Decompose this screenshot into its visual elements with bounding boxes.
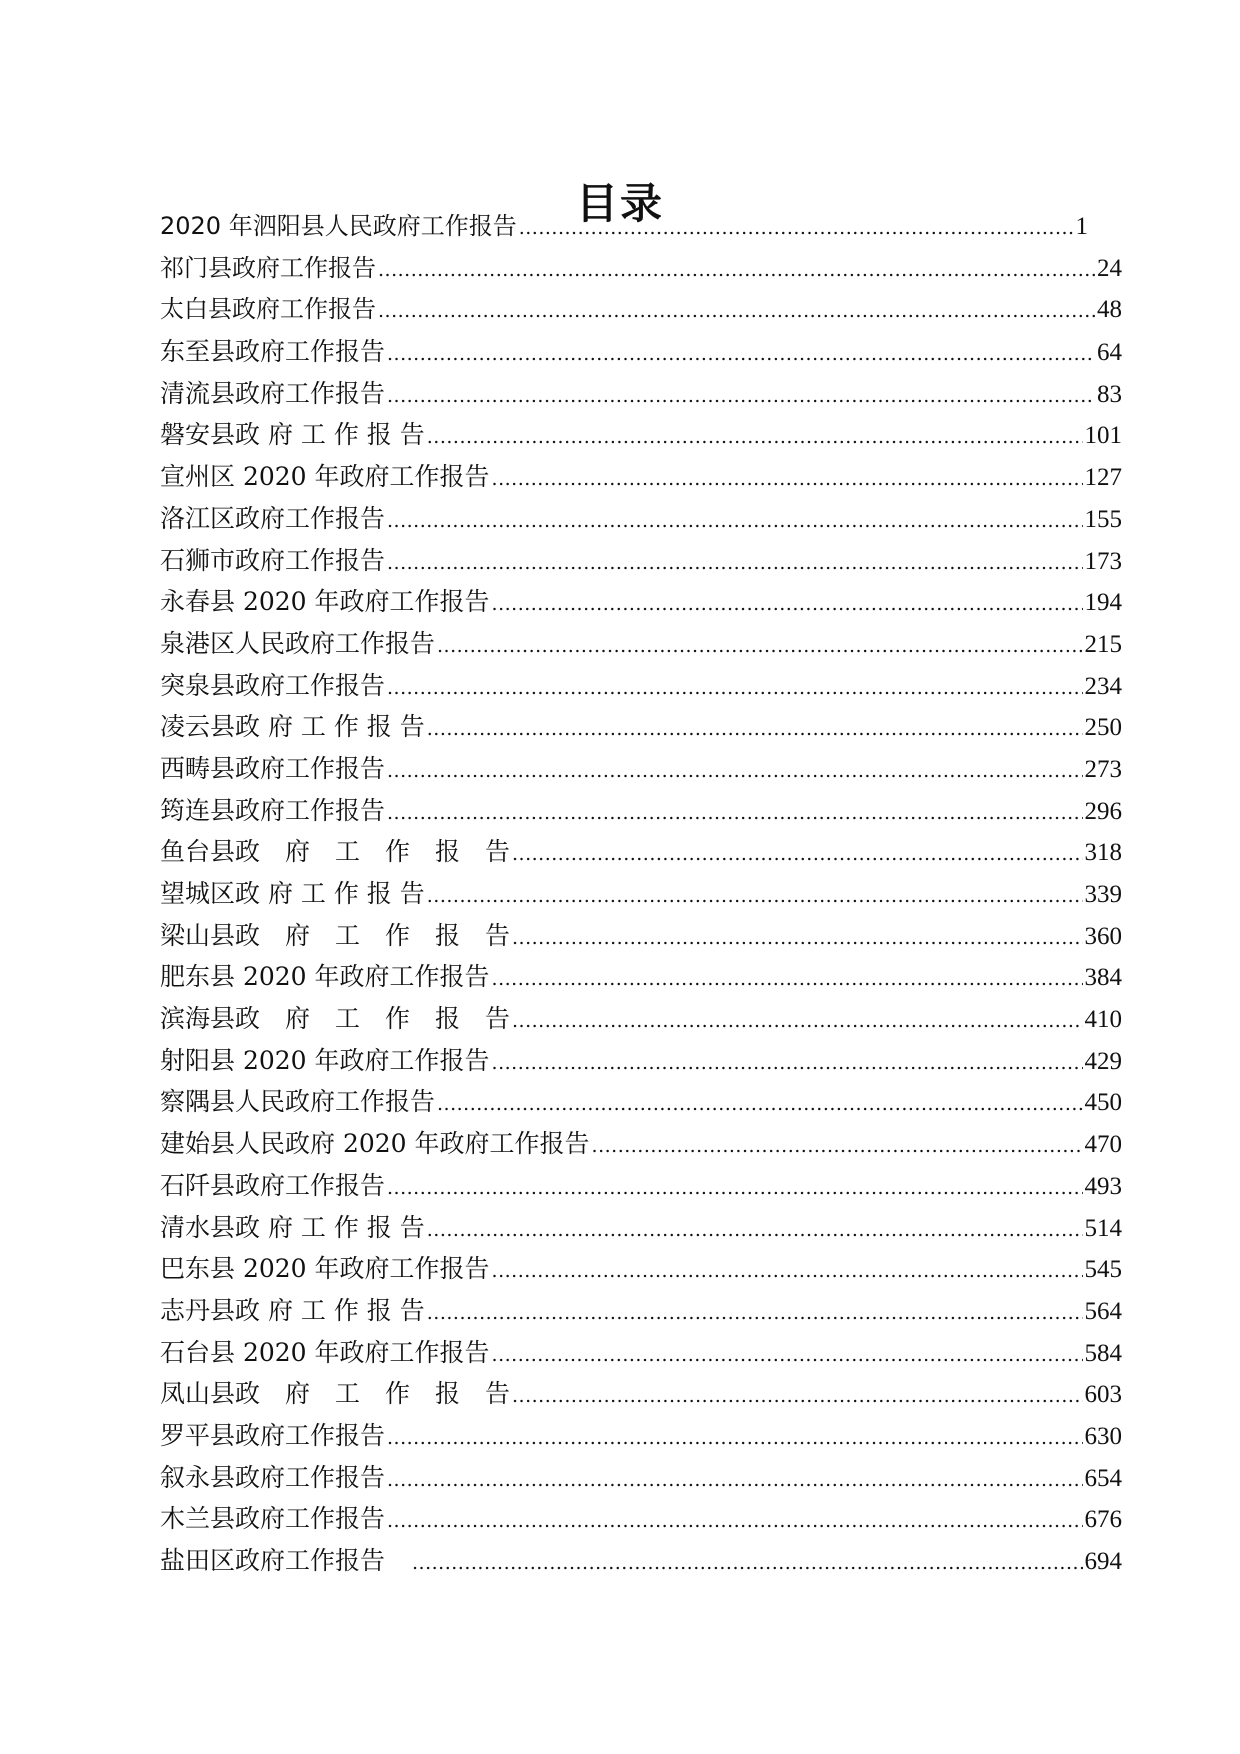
toc-page-number: 215	[1084, 630, 1122, 658]
toc-page-number: 694	[1084, 1548, 1122, 1575]
toc-entry-title: 石台县 2020 年政府工作报告	[160, 1337, 490, 1367]
toc-page-number: 514	[1084, 1214, 1122, 1242]
toc-page-number: 450	[1084, 1089, 1122, 1117]
toc-entry-title: 巴东县 2020 年政府工作报告	[160, 1254, 490, 1284]
toc-dot-leader	[492, 456, 1083, 501]
toc-dot-leader	[512, 915, 1082, 960]
toc-page-number: 24	[1097, 254, 1122, 282]
toc-entry-title: 祁门县政府工作报告	[160, 253, 376, 282]
toc-dot-leader	[492, 1332, 1083, 1377]
toc-entry[interactable]	[160, 581, 1122, 623]
toc-entry-title: 凤山县政 府 工 作 报 告	[160, 1379, 511, 1409]
page-title: 目录	[575, 179, 664, 229]
toc-page-number: 384	[1084, 964, 1122, 992]
toc-page-number: 173	[1084, 547, 1122, 575]
toc-entry[interactable]	[160, 1165, 1122, 1207]
toc-entry[interactable]	[160, 873, 1122, 915]
toc-dot-leader	[427, 1290, 1083, 1335]
toc-dot-leader	[387, 373, 1095, 418]
toc-entry-title: 清水县政 府 工 作 报 告	[160, 1212, 425, 1242]
toc-entry-title: 鱼台县政 府 工 作 报 告	[160, 837, 511, 867]
toc-page-number: 654	[1084, 1464, 1122, 1492]
toc-dot-leader	[387, 748, 1082, 793]
toc-dot-leader	[492, 581, 1083, 626]
toc-entry[interactable]	[160, 1290, 1122, 1332]
toc-dot-leader	[387, 665, 1082, 710]
toc-entry-title: 叙永县政府工作报告	[160, 1462, 386, 1492]
toc-dot-leader	[437, 623, 1082, 668]
toc-entry-title: 2020 年泗阳县人民政府工作报告	[160, 212, 517, 240]
toc-dot-leader	[378, 248, 1095, 292]
toc-dot-leader	[387, 540, 1082, 585]
toc-entry-title: 肥东县 2020 年政府工作报告	[160, 962, 490, 992]
toc-page-number: 493	[1084, 1172, 1122, 1200]
toc-dot-leader	[387, 1457, 1082, 1502]
toc-entry-title: 东至县政府工作报告	[160, 337, 386, 367]
toc-entry[interactable]	[160, 1040, 1122, 1082]
toc-entry[interactable]	[160, 373, 1122, 415]
toc-entry[interactable]	[160, 414, 1122, 456]
toc-page-number: 155	[1084, 505, 1122, 533]
toc-entry[interactable]	[160, 748, 1122, 790]
toc-entry-title: 太白县政府工作报告	[160, 295, 376, 324]
toc-entry-title: 石狮市政府工作报告	[160, 545, 386, 575]
toc-entry-title: 筠连县政府工作报告	[160, 795, 386, 825]
toc-entry-title: 射阳县 2020 年政府工作报告	[160, 1045, 490, 1075]
toc-dot-leader	[427, 706, 1083, 751]
toc-page-number: 48	[1097, 296, 1122, 324]
toc-entry[interactable]	[160, 206, 1122, 248]
toc-dot-leader	[492, 956, 1083, 1001]
toc-page-number: 83	[1097, 380, 1122, 408]
toc-entry[interactable]	[160, 623, 1122, 665]
toc-page-number: 250	[1084, 714, 1122, 742]
toc-entry[interactable]	[160, 706, 1122, 748]
toc-entry-title: 磐安县政 府 工 作 报 告	[160, 420, 425, 450]
toc-entry[interactable]	[160, 456, 1122, 498]
toc-page-number: 603	[1084, 1381, 1122, 1409]
toc-dot-leader	[412, 1540, 1082, 1585]
toc-entry[interactable]	[160, 1373, 1122, 1415]
toc-dot-leader	[512, 831, 1082, 876]
toc-entry[interactable]	[160, 1540, 1122, 1582]
toc-dot-leader	[387, 1165, 1082, 1210]
toc-dot-leader	[387, 498, 1082, 543]
toc-entry[interactable]	[160, 1207, 1122, 1249]
toc-page-number: 234	[1084, 672, 1122, 700]
toc-entry[interactable]	[160, 1332, 1122, 1374]
toc-entry[interactable]	[160, 790, 1122, 832]
toc-entry[interactable]	[160, 1123, 1122, 1165]
toc-entry-title: 望城区政 府 工 作 报 告	[160, 879, 425, 908]
toc-dot-leader	[512, 1373, 1082, 1418]
toc-entry-title: 木兰县政府工作报告	[160, 1504, 386, 1534]
toc-page-number: 429	[1084, 1047, 1122, 1075]
toc-page-number: 564	[1084, 1297, 1122, 1325]
toc-dot-leader	[492, 1248, 1083, 1293]
toc-page-number: 1	[1075, 213, 1088, 240]
toc-page-number: 64	[1097, 339, 1122, 367]
toc-entry-title: 洛江区政府工作报告	[160, 503, 386, 533]
toc-dot-leader	[592, 1123, 1083, 1168]
toc-page-number: 630	[1084, 1422, 1122, 1450]
toc-entry[interactable]	[160, 665, 1122, 707]
toc-page-number: 127	[1084, 464, 1122, 492]
toc-entry-title: 建始县人民政府 2020 年政府工作报告	[160, 1129, 590, 1159]
toc-dot-leader	[387, 331, 1095, 376]
toc-dot-leader	[427, 873, 1083, 918]
toc-entry[interactable]	[160, 1457, 1122, 1499]
toc-page-number: 545	[1084, 1256, 1122, 1284]
toc-dot-leader	[378, 289, 1095, 333]
toc-entry-title: 石阡县政府工作报告	[160, 1170, 386, 1200]
toc-entry-title: 盐田区政府工作报告	[160, 1546, 411, 1575]
toc-entry[interactable]	[160, 331, 1122, 373]
toc-dot-leader	[492, 1040, 1083, 1085]
table-of-contents	[160, 206, 1122, 1582]
toc-dot-leader	[427, 414, 1083, 459]
toc-dot-leader	[387, 1498, 1082, 1543]
toc-entry[interactable]	[160, 498, 1122, 540]
toc-page-number: 676	[1084, 1506, 1122, 1534]
toc-page-number: 584	[1084, 1339, 1122, 1367]
toc-dot-leader	[519, 206, 1074, 250]
toc-entry-title: 滨海县政 府 工 作 报 告	[160, 1004, 511, 1034]
toc-entry-title: 宣州区 2020 年政府工作报告	[160, 462, 490, 492]
toc-entry-title: 志丹县政 府 工 作 报 告	[160, 1295, 425, 1325]
toc-page-number: 273	[1084, 755, 1122, 783]
toc-entry[interactable]	[160, 998, 1122, 1040]
toc-page-number: 318	[1084, 839, 1122, 867]
toc-entry-title: 泉港区人民政府工作报告	[160, 628, 436, 658]
toc-page-number: 194	[1084, 589, 1122, 617]
toc-entry[interactable]	[160, 915, 1122, 957]
toc-entry-title: 凌云县政 府 工 作 报 告	[160, 712, 425, 742]
toc-entry[interactable]	[160, 956, 1122, 998]
toc-entry[interactable]	[160, 248, 1122, 290]
toc-entry-title: 西畴县政府工作报告	[160, 753, 386, 783]
toc-entry[interactable]	[160, 1081, 1122, 1123]
toc-entry-title: 清流县政府工作报告	[160, 378, 386, 408]
toc-page-number: 296	[1084, 797, 1122, 825]
toc-page-number: 101	[1084, 422, 1122, 450]
toc-entry[interactable]	[160, 1248, 1122, 1290]
toc-dot-leader	[387, 1415, 1082, 1460]
toc-entry-title: 永春县 2020 年政府工作报告	[160, 587, 490, 617]
toc-entry[interactable]	[160, 540, 1122, 582]
toc-dot-leader	[387, 790, 1082, 835]
toc-entry[interactable]	[160, 831, 1122, 873]
toc-entry-title: 察隅县人民政府工作报告	[160, 1087, 436, 1117]
toc-page-number: 470	[1084, 1131, 1122, 1159]
toc-entry[interactable]	[160, 289, 1122, 331]
toc-page-number: 360	[1084, 922, 1122, 950]
toc-entry[interactable]	[160, 1415, 1122, 1457]
toc-dot-leader	[512, 998, 1082, 1043]
toc-dot-leader	[437, 1081, 1082, 1126]
toc-page-number: 339	[1084, 881, 1122, 908]
toc-entry-title: 罗平县政府工作报告	[160, 1420, 386, 1450]
toc-entry-title: 突泉县政府工作报告	[160, 670, 386, 700]
toc-page-number: 410	[1084, 1006, 1122, 1034]
toc-entry-title: 梁山县政 府 工 作 报 告	[160, 920, 511, 950]
toc-entry[interactable]	[160, 1498, 1122, 1540]
toc-dot-leader	[427, 1207, 1083, 1252]
